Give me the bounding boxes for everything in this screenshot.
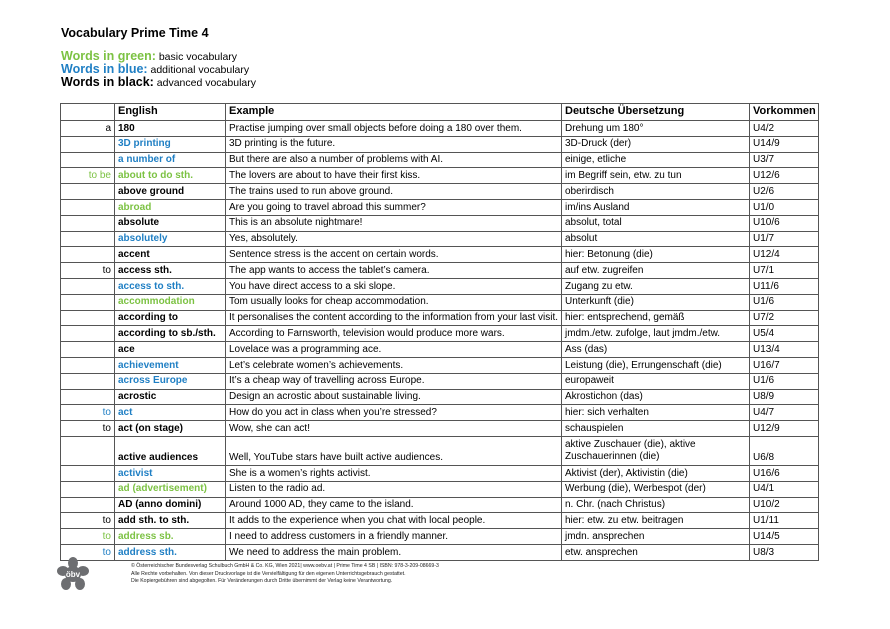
cell-english: a number of <box>115 152 226 168</box>
cell-example: Tom usually looks for cheap accommodation. <box>226 294 562 310</box>
cell-german: Akrostichon (das) <box>562 389 750 405</box>
cell-german: hier: etw. zu etw. beitragen <box>562 513 750 529</box>
table-row <box>61 342 819 358</box>
cell-prefix <box>61 342 115 358</box>
cell-example: Well, YouTube stars have built active audiences. <box>226 436 562 465</box>
cell-unit: U1/7 <box>750 231 819 247</box>
cell-german: jmdn. ansprechen <box>562 529 750 545</box>
table-row <box>61 405 819 421</box>
cell-unit: U16/7 <box>750 357 819 373</box>
cell-english: accommodation <box>115 294 226 310</box>
table-row <box>61 357 819 373</box>
table-row <box>61 529 819 545</box>
cell-unit: U4/7 <box>750 405 819 421</box>
table-row <box>61 497 819 513</box>
cell-example: Practise jumping over small objects before doing a 180 over them. <box>226 121 562 137</box>
table-row <box>61 421 819 437</box>
cell-prefix: a <box>61 121 115 137</box>
table-row <box>61 215 819 231</box>
cell-unit: U1/11 <box>750 513 819 529</box>
cell-german: europaweit <box>562 373 750 389</box>
vocabulary-table <box>60 103 819 561</box>
legend-basic-label: Words in green: <box>61 49 156 63</box>
cell-english: address sb. <box>115 529 226 545</box>
cell-english: AD (anno domini) <box>115 497 226 513</box>
table-row <box>61 184 819 200</box>
cell-example: It personalises the content according to the information from your last visit. <box>226 310 562 326</box>
cell-unit: U3/7 <box>750 152 819 168</box>
cell-english: achievement <box>115 357 226 373</box>
cell-prefix <box>61 310 115 326</box>
footer-line: © Österreichischer Bundesverlag Schulbuch GmbH & Co. KG, Wien 2021| www.oebv.at | Prime Time 4 SB | ISBN: 978-3-209-08669-3 <box>131 563 439 569</box>
header-english: English <box>115 104 226 121</box>
table-row <box>61 389 819 405</box>
cell-prefix <box>61 294 115 310</box>
logo-text: öbv <box>65 570 81 579</box>
cell-example: The trains used to run above ground. <box>226 184 562 200</box>
cell-german: auf etw. zugreifen <box>562 263 750 279</box>
cell-unit: U12/4 <box>750 247 819 263</box>
cell-english: act <box>115 405 226 421</box>
cell-prefix <box>61 136 115 152</box>
cell-prefix <box>61 215 115 231</box>
cell-example: Design an acrostic about sustainable living. <box>226 389 562 405</box>
cell-prefix <box>61 389 115 405</box>
cell-unit: U1/0 <box>750 199 819 215</box>
cell-unit: U5/4 <box>750 326 819 342</box>
cell-german: im Begriff sein, etw. zu tun <box>562 168 750 184</box>
cell-german: Zugang zu etw. <box>562 278 750 294</box>
cell-example: You have direct access to a ski slope. <box>226 278 562 294</box>
cell-example: According to Farnsworth, television would produce more wars. <box>226 326 562 342</box>
cell-english: accent <box>115 247 226 263</box>
legend-advanced <box>61 76 256 90</box>
cell-german: hier: entsprechend, gemäß <box>562 310 750 326</box>
cell-german: absolut <box>562 231 750 247</box>
legend-additional-text: additional vocabulary <box>150 64 250 76</box>
cell-example: 3D printing is the future. <box>226 136 562 152</box>
cell-english: according to <box>115 310 226 326</box>
cell-example: But there are also a number of problems with AI. <box>226 152 562 168</box>
table-row <box>61 168 819 184</box>
cell-example: It’s a cheap way of travelling across Europe. <box>226 373 562 389</box>
table-row <box>61 152 819 168</box>
cell-unit: U7/1 <box>750 263 819 279</box>
cell-german: einige, etliche <box>562 152 750 168</box>
table-row <box>61 310 819 326</box>
cell-prefix: to <box>61 405 115 421</box>
cell-german: n. Chr. (nach Christus) <box>562 497 750 513</box>
cell-english: address sth. <box>115 544 226 560</box>
cell-german: hier: Betonung (die) <box>562 247 750 263</box>
cell-unit: U14/9 <box>750 136 819 152</box>
cell-english: act (on stage) <box>115 421 226 437</box>
cell-german: oberirdisch <box>562 184 750 200</box>
cell-example: Let’s celebrate women’s achievements. <box>226 357 562 373</box>
cell-english: 180 <box>115 121 226 137</box>
cell-prefix <box>61 184 115 200</box>
legend-basic-text: basic vocabulary <box>158 51 238 63</box>
cell-english: across Europe <box>115 373 226 389</box>
cell-english: absolutely <box>115 231 226 247</box>
cell-unit: U11/6 <box>750 278 819 294</box>
cell-prefix: to <box>61 529 115 545</box>
cell-example: Listen to the radio ad. <box>226 481 562 497</box>
cell-german: jmdm./etw. zufolge, laut jmdm./etw. <box>562 326 750 342</box>
header-unit: Vorkommen <box>750 104 819 121</box>
footer-line: Alle Rechte vorbehalten. Von dieser Druckvorlage ist die Vervielfältigung für den eigenen Unterrichtsgebrauch gestattet. <box>131 570 406 577</box>
footer-line: Die Kopiergebühren sind abgegolten. Für Veränderungen durch Dritte übernimmt der Verlag keine Verantwortung. <box>131 578 393 585</box>
cell-prefix <box>61 436 115 465</box>
cell-german: im/ins Ausland <box>562 199 750 215</box>
cell-english: absolute <box>115 215 226 231</box>
cell-unit: U10/6 <box>750 215 819 231</box>
table-row <box>61 247 819 263</box>
cell-unit: U8/9 <box>750 389 819 405</box>
table-row <box>61 544 819 560</box>
cell-prefix <box>61 152 115 168</box>
table-row <box>61 373 819 389</box>
cell-unit: U13/4 <box>750 342 819 358</box>
table-row <box>61 513 819 529</box>
cell-unit: U10/2 <box>750 497 819 513</box>
cell-example: I need to address customers in a friendly manner. <box>226 529 562 545</box>
cell-german: Werbung (die), Werbespot (der) <box>562 481 750 497</box>
cell-german: 3D-Druck (der) <box>562 136 750 152</box>
page-title: Vocabulary Prime Time 4 <box>61 26 209 40</box>
cell-german: absolut, total <box>562 215 750 231</box>
footer-copyright <box>131 563 439 586</box>
cell-prefix: to <box>61 544 115 560</box>
cell-unit: U16/6 <box>750 465 819 481</box>
cell-german: aktive Zuschauer (die), aktive Zuschauerinnen (die) <box>562 436 750 465</box>
cell-unit: U7/2 <box>750 310 819 326</box>
cell-example: The lovers are about to have their first kiss. <box>226 168 562 184</box>
cell-german: Aktivist (der), Aktivistin (die) <box>562 465 750 481</box>
header-example: Example <box>226 104 562 121</box>
cell-unit: U4/1 <box>750 481 819 497</box>
cell-example: This is an absolute nightmare! <box>226 215 562 231</box>
table-row <box>61 465 819 481</box>
cell-prefix <box>61 247 115 263</box>
legend-advanced-label: Words in black: <box>61 75 154 89</box>
cell-unit: U12/6 <box>750 168 819 184</box>
cell-example: Sentence stress is the accent on certain words. <box>226 247 562 263</box>
legend-advanced-text: advanced vocabulary <box>156 77 256 89</box>
cell-prefix <box>61 199 115 215</box>
cell-unit: U1/6 <box>750 294 819 310</box>
cell-unit: U12/9 <box>750 421 819 437</box>
cell-unit: U4/2 <box>750 121 819 137</box>
header-german: Deutsche Übersetzung <box>562 104 750 121</box>
table-row <box>61 278 819 294</box>
cell-prefix <box>61 481 115 497</box>
cell-prefix <box>61 465 115 481</box>
cell-unit: U2/6 <box>750 184 819 200</box>
cell-german: Leistung (die), Errungenschaft (die) <box>562 357 750 373</box>
table-body <box>61 121 819 561</box>
table-row <box>61 263 819 279</box>
cell-example: Lovelace was a programming ace. <box>226 342 562 358</box>
table-row <box>61 121 819 137</box>
cell-unit: U6/8 <box>750 436 819 465</box>
cell-english: above ground <box>115 184 226 200</box>
cell-german: hier: sich verhalten <box>562 405 750 421</box>
table-header-row <box>61 104 819 121</box>
oebv-logo-icon <box>57 557 89 591</box>
cell-prefix: to be <box>61 168 115 184</box>
table-row <box>61 294 819 310</box>
cell-english: abroad <box>115 199 226 215</box>
cell-prefix: to <box>61 421 115 437</box>
cell-english: 3D printing <box>115 136 226 152</box>
cell-prefix <box>61 278 115 294</box>
cell-example: How do you act in class when you’re stressed? <box>226 405 562 421</box>
cell-english: acrostic <box>115 389 226 405</box>
table-row <box>61 481 819 497</box>
cell-english: about to do sth. <box>115 168 226 184</box>
cell-unit: U1/6 <box>750 373 819 389</box>
cell-prefix: to <box>61 513 115 529</box>
cell-example: We need to address the main problem. <box>226 544 562 560</box>
cell-prefix <box>61 231 115 247</box>
cell-english: add sth. to sth. <box>115 513 226 529</box>
cell-german: schauspielen <box>562 421 750 437</box>
cell-german: etw. ansprechen <box>562 544 750 560</box>
table-row <box>61 326 819 342</box>
cell-prefix <box>61 357 115 373</box>
cell-german: Drehung um 180° <box>562 121 750 137</box>
cell-example: It adds to the experience when you chat with local people. <box>226 513 562 529</box>
cell-german: Ass (das) <box>562 342 750 358</box>
cell-english: according to sb./sth. <box>115 326 226 342</box>
cell-unit: U8/3 <box>750 544 819 560</box>
cell-example: The app wants to access the tablet’s camera. <box>226 263 562 279</box>
cell-prefix: to <box>61 263 115 279</box>
cell-prefix <box>61 497 115 513</box>
cell-example: She is a women’s rights activist. <box>226 465 562 481</box>
cell-english: activist <box>115 465 226 481</box>
cell-example: Around 1000 AD, they came to the island. <box>226 497 562 513</box>
table-row <box>61 199 819 215</box>
cell-prefix <box>61 373 115 389</box>
legend-additional-label: Words in blue: <box>61 62 148 76</box>
cell-english: ace <box>115 342 226 358</box>
cell-german: Unterkunft (die) <box>562 294 750 310</box>
cell-english: access sth. <box>115 263 226 279</box>
cell-unit: U14/5 <box>750 529 819 545</box>
cell-prefix <box>61 326 115 342</box>
table-row <box>61 136 819 152</box>
cell-example: Wow, she can act! <box>226 421 562 437</box>
table-row <box>61 231 819 247</box>
cell-example: Are you going to travel abroad this summer? <box>226 199 562 215</box>
cell-english: ad (advertisement) <box>115 481 226 497</box>
cell-example: Yes, absolutely. <box>226 231 562 247</box>
header-prefix <box>61 104 115 121</box>
table-row <box>61 436 819 465</box>
cell-english: active audiences <box>115 436 226 465</box>
cell-english: access to sth. <box>115 278 226 294</box>
